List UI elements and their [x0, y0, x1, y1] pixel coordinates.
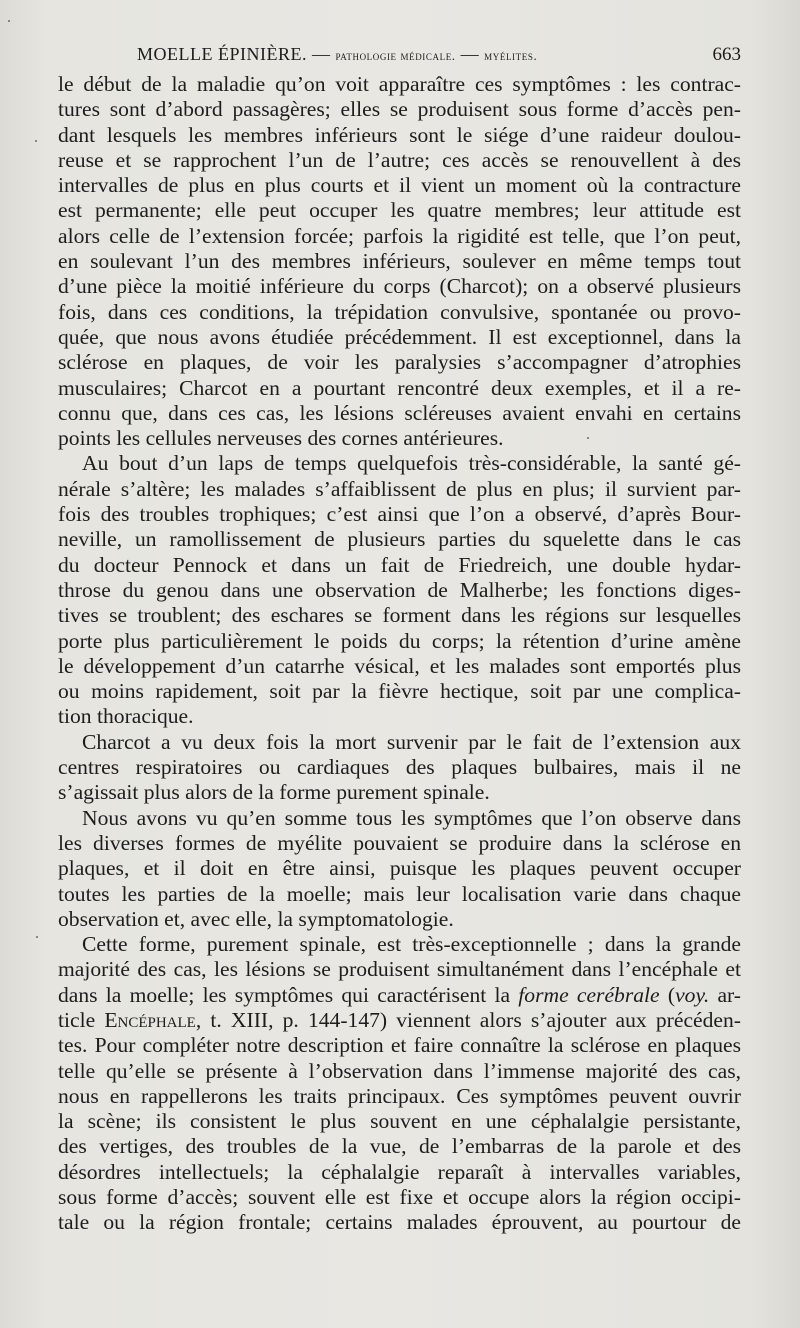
text-line: observation et, avec elle, la symptomatologie. [58, 906, 454, 931]
text-line: tes. Pour compléter notre description et faire connaître la sclérose en plaques [58, 1033, 741, 1058]
text-line: tures sont d’abord passagères; elles se produisent sous forme d’accès pen- [58, 97, 741, 122]
text-line: en soulevant l’un des membres inférieurs, soulever en même temps tout [58, 249, 741, 274]
text-line: Nous avons vu qu’en somme tous les symptômes que l’on observe dans [82, 805, 741, 830]
text-line: est permanente; elle peut occuper les quatre membres; leur attitude est [58, 198, 741, 223]
article-reference: Encéphale [104, 1007, 196, 1032]
text-line: nous en rappellerons les traits principaux. Ces symptômes peuvent ouvrir [58, 1083, 741, 1108]
title-main: MOELLE ÉPINIÈRE. [137, 44, 307, 64]
text-run: , t. XIII, p. 144-147) viennent alors s’ajouter aux précéden- [195, 1007, 741, 1032]
body-text [58, 72, 741, 1236]
text-line: les diverses formes de myélite pouvaient se produire dans la sclérose en [58, 830, 741, 855]
paper-speck [36, 936, 38, 938]
text-line: désordres intellectuels; la céphalalgie reparaît à intervalles variables, [58, 1159, 741, 1184]
text-line: telle qu’elle se présente à l’observation dans l’immense majorité des cas, [58, 1058, 741, 1083]
text-line: centres respiratoires ou cardiaques des plaques bulbaires, mais il ne [58, 755, 741, 780]
text-line [58, 1008, 741, 1033]
text-line: Charcot a vu deux fois la mort survenir par le fait de l’extension aux [82, 729, 741, 754]
text-line: plaques, et il doit en être ainsi, puisque les plaques peuvent occuper [58, 856, 741, 881]
text-line: ou moins rapidement, soit par la fièvre hectique, soit par une complica- [58, 679, 741, 704]
text-line: toutes les parties de la moelle; mais leur localisation varie dans chaque [58, 881, 741, 906]
italic-term: voy. [675, 982, 710, 1007]
text-line: Cette forme, purement spinale, est très-exceptionnelle ; dans la grande [82, 932, 741, 957]
text-line: throse du genou dans une observation de Malherbe; les fonctions diges- [58, 577, 741, 602]
title-dash: — [306, 44, 336, 64]
text-line: tale ou la région frontale; certains malades éprouvent, au pourtour de [58, 1210, 741, 1235]
text-line: la scène; ils consistent le plus souvent en une céphalalgie persistante, [58, 1109, 741, 1134]
text-line: porte plus particulièrement le poids du corps; la rétention d’urine amène [58, 628, 741, 653]
text-line: d’une pièce la moitié inférieure du corps (Charcot); on a observé plusieurs [58, 274, 741, 299]
text-line: musculaires; Charcot en a pourtant rencontré deux exemples, et il a re- [58, 375, 741, 400]
text-line: intervalles de plus en plus courts et il vient un moment où la contracture [58, 173, 741, 198]
page-number: 663 [712, 44, 741, 65]
text-run: ar- [709, 982, 742, 1007]
text-line: neville, un ramollissement de plusieurs parties du squelette dans le cas [58, 527, 741, 552]
text-line: alors celle de l’extension forcée; parfois la rigidité est telle, que l’on peut, [58, 223, 741, 248]
text-run: dans la moelle; les symptômes qui caractérisent la [58, 982, 519, 1007]
text-line: dant lesquels les membres inférieurs sont le siége d’une raideur doulou- [58, 122, 741, 147]
text-line: sous forme d’accès; souvent elle est fixe et occupe alors la région occipi- [58, 1185, 741, 1210]
text-line: sclérose en plaques, de voir les paralysies s’accompagner d’atrophies [58, 350, 741, 375]
running-header [58, 44, 741, 70]
text-line: le début de la maladie qu’on voit apparaître ces symptômes : les contrac- [58, 72, 741, 96]
text-line: tives se troublent; des eschares se forment dans les régions sur lesquelles [58, 603, 741, 628]
text-line: points les cellules nerveuses des cornes antérieures. [58, 426, 504, 451]
text-line: du docteur Pennock et dans un fait de Friedreich, une double hydar- [58, 552, 741, 577]
text-line: des vertiges, des troubles de la vue, de l’embarras de la parole et des [58, 1134, 741, 1159]
text-run: ticle [58, 1007, 105, 1032]
text-line: reuse et se rapprochent l’un de l’autre; ces accès se renouvellent à des [58, 147, 741, 172]
title-subsection: myélites. [484, 48, 538, 63]
title-section: pathologie médicale. [335, 48, 456, 63]
text-line [58, 983, 741, 1008]
paper-speck [587, 437, 589, 439]
paper-speck [8, 20, 10, 22]
text-line: nérale s’altère; les malades s’affaiblissent de plus en plus; il survient par- [58, 476, 741, 501]
paper-speck [35, 140, 37, 142]
text-run: ( [659, 982, 676, 1007]
text-line: fois, dans ces conditions, la trépidation convulsive, spontanée ou provo- [58, 299, 741, 324]
text-line: quée, que nous avons étudiée précédemment. Il est exceptionnel, dans la [58, 324, 741, 349]
text-line: le développement d’un catarrhe vésical, et les malades sont emportés plus [58, 653, 741, 678]
text-line: Au bout d’un laps de temps quelquefois très-considérable, la santé gé- [82, 451, 741, 476]
text-line: fois des troubles trophiques; c’est ainsi que l’on a observé, d’après Bour- [58, 502, 741, 527]
text-line: connu que, dans ces cas, les lésions scléreuses avaient envahi en certains [58, 400, 741, 425]
italic-term: forme cerébrale [518, 982, 660, 1007]
title-dash: — [455, 44, 485, 64]
text-line: tion thoracique. [58, 704, 194, 729]
text-line: s’agissait plus alors de la forme purement spinale. [58, 780, 490, 805]
running-title [137, 44, 537, 65]
text-line: majorité des cas, les lésions se produisent simultanément dans l’encéphale et [58, 957, 741, 982]
